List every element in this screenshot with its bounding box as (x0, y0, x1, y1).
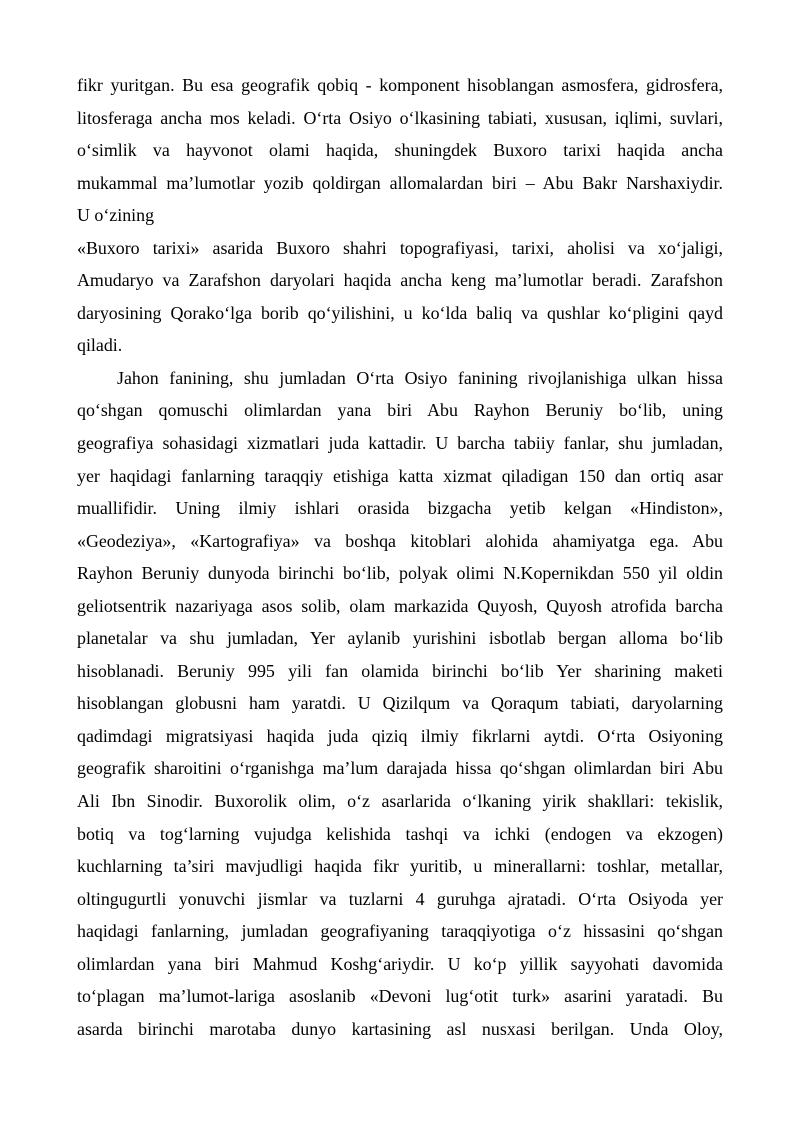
text-line: qadimdagi migratsiyasi haqida juda qiziq ilmiy fikrlarni aytdi. O‘rta Osiyoning (77, 725, 723, 746)
text-line: U o‘zining (77, 205, 155, 226)
text-line: oltingugurtli yonuvchi jismlar va tuzlarni 4 guruhga ajratadi. O‘rta Osiyoda yer (77, 888, 723, 909)
text-line: qiladi. (77, 335, 123, 356)
text-line: yer haqidagi fanlarning taraqqiy etishiga katta xizmat qiladigan 150 dan ortiq asar (77, 465, 723, 486)
text-line: olimlardan yana biri Mahmud Koshg‘ariydir. U ko‘p yillik sayyohati davomida (77, 953, 723, 974)
text-line: muallifidir. Uning ilmiy ishlari orasida bizgacha yetib kelgan «Hindiston», (77, 498, 723, 519)
text-line: Rayhon Beruniy dunyoda birinchi bo‘lib, polyak olimi N.Kopernikdan 550 yil oldin (77, 563, 723, 584)
text-line: daryosining Qorako‘lga borib qo‘yilishini, u ko‘lda baliq va qushlar ko‘pligini qayd (77, 302, 723, 323)
text-line: qo‘shgan qomuschi olimlardan yana biri Abu Rayhon Beruniy bo‘lib, uning (77, 400, 723, 421)
text-line: Amudaryo va Zarafshon daryolari haqida ancha keng ma’lumotlar beradi. Zarafshon (77, 270, 723, 291)
text-line: o‘simlik va hayvonot olami haqida, shuningdek Buxoro tarixi haqida ancha (77, 140, 723, 161)
text-line: Jahon fanining, shu jumladan O‘rta Osiyo fanining rivojlanishiga ulkan hissa (117, 367, 723, 388)
text-line: «Buxoro tarixi» asarida Buxoro shahri topografiyasi, tarixi, aholisi va xo‘jaligi, (77, 237, 723, 258)
text-line: Ali Ibn Sinodir. Buxorolik olim, o‘z asarlarida o‘lkaning yirik shakllari: tekislik, (77, 791, 723, 812)
text-line: to‘plagan ma’lumot-lariga asoslanib «Devoni lug‘otit turk» asarini yaratadi. Bu (77, 986, 723, 1007)
text-line: hisoblanadi. Beruniy 995 yili fan olamida birinchi bo‘lib Yer sharining maketi (77, 660, 723, 681)
text-line: «Geodeziya», «Kartografiya» va boshqa kitoblari alohida ahamiyatga ega. Abu (77, 530, 723, 551)
text-line: litosferaga ancha mos keladi. O‘rta Osiyo o‘lkasining tabiati, xususan, iqlimi, suvlari, (77, 107, 723, 128)
body-text (77, 69, 723, 1045)
text-line: geografiya sohasidagi xizmatlari juda kattadir. U barcha tabiiy fanlar, shu jumladan, (77, 433, 723, 454)
text-line: kuchlarning ta’siri mavjudligi haqida fikr yuritib, u minerallarni: toshlar, metallar, (77, 856, 723, 877)
text-line: fikr yuritgan. Bu esa geografik qobiq - komponent hisoblangan asmosfera, gidrosfera, (77, 75, 723, 95)
text-line: hisoblangan globusni ham yaratdi. U Qizilqum va Qoraqum tabiati, daryolarning (77, 693, 723, 714)
text-line: planetalar va shu jumladan, Yer aylanib yurishini isbotlab bergan alloma bo‘lib (77, 628, 723, 649)
text-line: geografik sharoitini o‘rganishga ma’lum darajada hissa qo‘shgan olimlardan biri Abu (77, 758, 723, 779)
text-line: mukammal ma’lumotlar yozib qoldirgan allomalardan biri – Abu Bakr Narshaxiydir. (77, 172, 723, 193)
text-line: asarda birinchi marotaba dunyo kartasining asl nusxasi berilgan. Unda Oloy, (77, 1018, 723, 1039)
text-line: geliotsentrik nazariyaga asos solib, olam markazida Quyosh, Quyosh atrofida barcha (77, 595, 723, 616)
text-line: botiq va tog‘larning vujudga kelishida tashqi va ichki (endogen va ekzogen) (77, 823, 723, 844)
text-line: haqidagi fanlarning, jumladan geografiyaning taraqqiyotiga o‘z hissasini qo‘shgan (77, 921, 723, 942)
